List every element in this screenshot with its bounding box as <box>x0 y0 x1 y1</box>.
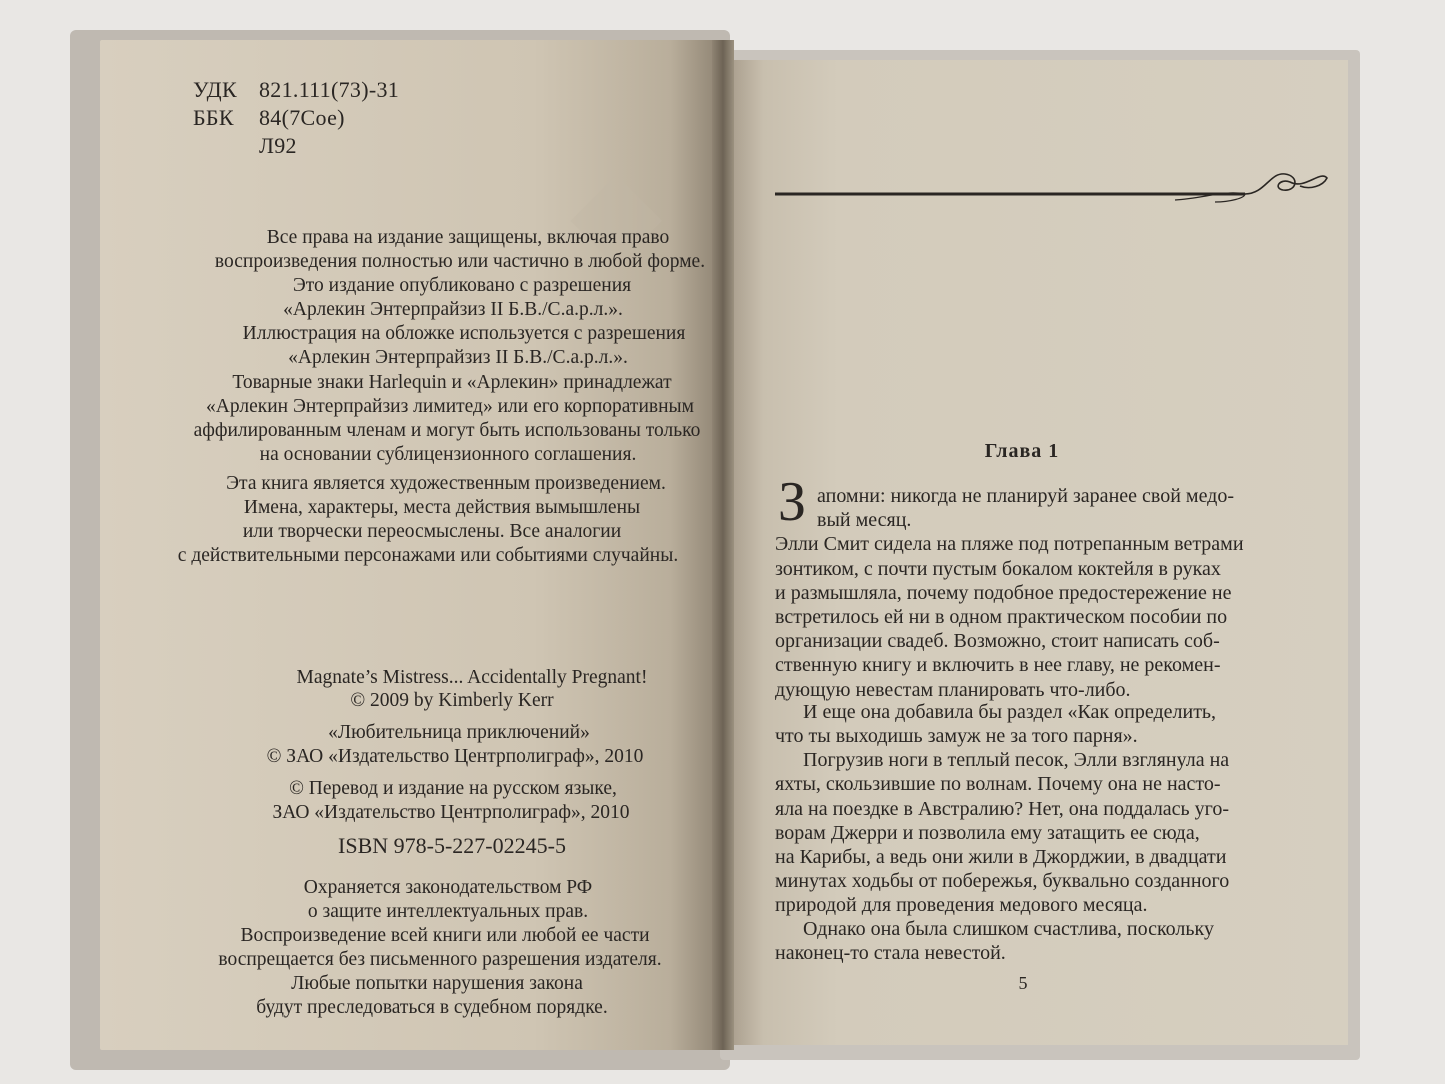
udk-label: УДК <box>193 77 237 102</box>
translation-copyright: © Перевод и издание на русском языке, <box>289 778 617 799</box>
original-copyright: © 2009 by Kimberly Kerr <box>350 690 554 711</box>
russian-title: «Любительница приключений» <box>328 722 590 743</box>
rights-line: Имена, характеры, места действия вымышлены <box>243 497 641 518</box>
translation-publisher: ЗАО «Издательство Центрполиграф», 2010 <box>272 802 630 823</box>
udk-value: 821.111(73)-31 <box>259 77 400 102</box>
chapter-ornament <box>775 160 1330 205</box>
rights-line: Иллюстрация на обложке используется с разрешения <box>242 323 686 344</box>
page-number: 5 <box>1018 973 1028 993</box>
text-line: яхты, скользившие по волнам. Почему она не насто- <box>775 773 1221 795</box>
drop-cap: З <box>778 471 807 533</box>
text-line: Погрузив ноги в теплый песок, Элли взглянула на <box>803 749 1230 771</box>
publisher-copyright: © ЗАО «Издательство Центрполиграф», 2010 <box>266 746 644 767</box>
chapter-title: Глава 1 <box>984 440 1060 462</box>
rights-line: на основании сублицензионного соглашения. <box>259 444 637 465</box>
text-line: и размышляла, почему подобное предостережение не <box>775 582 1232 604</box>
rights-line: воспроизведения полностью или частично в любой форме. <box>214 251 706 272</box>
law-line: о защите интеллектуальных прав. <box>307 901 589 922</box>
original-title: Magnate’s Mistress... Accidentally Pregnant! <box>296 667 648 688</box>
rights-line: Все права на издание защищены, включая право <box>266 227 670 248</box>
rights-line: Товарные знаки Harlequin и «Арлекин» принадлежат <box>232 372 672 393</box>
law-line: будут преследоваться в судебном порядке. <box>256 997 608 1018</box>
law-line: Охраняется законодательством РФ <box>303 877 593 898</box>
rights-line: «Арлекин Энтерпрайзиз лимитед» или его корпоративным <box>206 396 694 417</box>
text-line: на Карибы, а ведь они жили в Джорджии, в двадцати <box>775 846 1227 868</box>
rights-line: Эта книга является художественным произведением. <box>226 473 666 494</box>
rights-line: или творчески переосмыслены. Все аналогии <box>242 521 622 542</box>
isbn: ISBN 978-5-227-02245-5 <box>338 833 566 858</box>
book-spine <box>712 40 734 1050</box>
rights-line: Это издание опубликовано с разрешения <box>292 275 632 296</box>
text-line: дующую невестам планировать что-либо. <box>775 679 1131 701</box>
text-line: ственную книгу и включить в нее главу, не рекомен- <box>775 654 1221 676</box>
law-line: Любые попытки нарушения закона <box>291 973 583 994</box>
text-line: Однако она была слишком счастлива, поскольку <box>803 918 1214 940</box>
text-line: что ты выходишь замуж не за того парня». <box>775 725 1138 747</box>
text-line: наконец-то стала невестой. <box>775 942 1006 964</box>
bbk-value: 84(7Сое) <box>259 105 345 130</box>
show-through-logo: ◆ <box>570 145 663 278</box>
law-line: воспрещается без письменного разрешения издателя. <box>218 949 662 970</box>
text-line: зонтиком, с почти пустым бокалом коктейля в руках <box>775 558 1221 580</box>
text-line: ворам Джерри и позволила ему затащить ее сюда, <box>775 822 1200 844</box>
text-line: яла на поездке в Австралию? Нет, она поддалась уго- <box>775 798 1230 820</box>
text-line: вый месяц. <box>817 509 912 531</box>
text-line: встретилось ей ни в одном практическом пособии по <box>775 606 1228 628</box>
rights-line: «Арлекин Энтерпрайзиз II Б.В./С.а.р.л.». <box>288 347 628 368</box>
text-line: апомни: никогда не планируй заранее свой медо- <box>817 485 1235 507</box>
rights-line: с действительными персонажами или событиями случайны. <box>177 545 679 566</box>
text-line: природой для проведения медового месяца. <box>775 894 1148 916</box>
text-line: минутах ходьбы от побережья, буквально созданного <box>775 870 1230 892</box>
law-line: Воспроизведение всей книги или любой ее части <box>240 925 650 946</box>
text-line: организации свадеб. Возможно, стоит написать соб- <box>775 630 1220 652</box>
author-code: Л92 <box>259 133 297 158</box>
bbk-label: ББК <box>193 105 234 130</box>
rights-line: аффилированным членам и могут быть использованы только <box>193 420 701 441</box>
text-line: Элли Смит сидела на пляже под потрепанным ветрами <box>775 533 1244 555</box>
rights-line: «Арлекин Энтерпрайзиз II Б.В./С.а.р.л.». <box>283 299 623 320</box>
text-line: И еще она добавила бы раздел «Как определить, <box>803 701 1217 723</box>
